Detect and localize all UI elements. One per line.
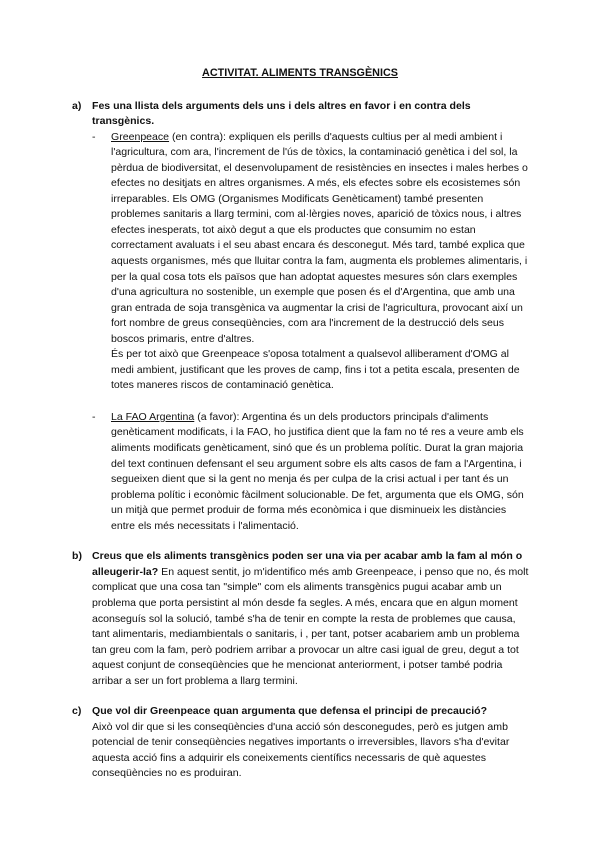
question-b bbox=[72, 549, 530, 689]
greenpeace-stance: (en contra): expliquen els perills d'aquests cultius per al medi ambient i l'agricultura, com ara, l'increment de l'ús de tòxics, la contaminació genètica i del sol, la pèrdua de biodiversitat, el desenvolupament de resistències en insectes i males herbes o efectes no desitjats en altres organismes. A més, els efectes sobre els ecosistemes són irreparables. Els OMG (Organismes Modificats Genèticament) també presenten problemes sanitaris a llarg termini, com al·lèrgies noves, aparició de tòxics nous, i altres efectes inesperats, tot això degut a que els productes que consumim no estan correctament avaluats i el seu abast encara és desconegut. Més tard, també explica que aquests organismes, més que lluitar contra la fam, augmenta els problemes alimentaris, i per la qual cosa tots els països que han adoptat aquestes mesures són clars exemples d'una agricultura no sostenible, un exemple que posen és el d'Argentina, que amb una gran entrada de soja transgènica va augmentar la crisi de l'agricultura, provocant així un fort nombre de greus conseqüències, com ara l'increment de la destrucció dels seus boscos primaris, entre d'altres. bbox=[111, 130, 528, 345]
question-c-label: c) bbox=[72, 705, 82, 718]
fao-stance: (a favor): Argentina és un dels productors principals d'aliments genèticament modificats, i la FAO, ho justifica dient que la fam no té res a veure amb els aliments modificats genèticament, sinó que és un problema polític. Durat la gran majoria del text continuen defensant el seu argument sobre els alts casos de fam a l'Argentina, i segueixen dient que si la gent no menja és per culpa de la crisi actual i per tant és un problema polític i econòmic fàcilment solucionable. De fet, argumenta que els OMG, són un mitjà que permet produir de forma més econòmica i que disminueix les distàncies entre els més necessitats i l'alimentació. bbox=[111, 410, 524, 532]
question-a-text: Fes una llista dels arguments dels uns i dels altres en favor i en contra dels transgènics. bbox=[92, 99, 471, 128]
question-a-label: a) bbox=[72, 99, 82, 112]
question-b-label: b) bbox=[72, 550, 82, 563]
question-b-text: Creus que els aliments transgènics poden ser una via per acabar amb la fam al món o alleugerir-la? bbox=[92, 550, 523, 578]
question-b-answer: En aquest sentit, jo m'identifico més amb Greenpeace, i penso que no, és molt complicat que una cosa tan "simple" com els aliments transgènics pugui acabar amb un problema que porta persistint al món desde fa segles. A més, encara que en algun moment aconseguís sol la solució, també s'ha de tenir en compte la resta de problemes que causa, tant alimentaris, mediambientals o sanitaris, i , per tant, potser acabariem amb un problema tan greu com la fam, però podriem arribar a provocar un altre casi igual de greu, degut a tot aquest conjunt de conseqüències que he mencionat anteriorment, i potser també podria arribar a ser un fort problema a llarg termini. bbox=[92, 565, 529, 687]
question-c-answer: Això vol dir que si les conseqüències d'una acció són desconegudes, però es jutgen amb potencial de tenir conseqüències negatives importants o irreversibles, llavors s'ha d'evitar aquesta acció fins a adquirir els coneixements científics necessaris de què aquestes conseqüències no es produiran. bbox=[92, 720, 510, 780]
fao-paragraph bbox=[111, 410, 530, 534]
greenpeace-argument bbox=[92, 130, 530, 394]
question-c-text: Que vol dir Greenpeace quan argumenta que defensa el principi de precaució? bbox=[92, 705, 488, 718]
document-title: ACTIVITAT. ALIMENTS TRANSGÈNICS bbox=[202, 67, 398, 79]
greenpeace-conclusion: És per tot això que Greenpeace s'oposa totalment a qualsevol alliberament d'OMG al medi ambient, justificant que les proves de camp, fins i tot a petita escala, presenten de totes maneres riscos de contaminació genètica. bbox=[111, 348, 520, 392]
list-dash: - bbox=[92, 130, 96, 143]
greenpeace-name: Greenpeace bbox=[111, 130, 170, 143]
greenpeace-paragraph bbox=[111, 130, 530, 348]
question-a bbox=[72, 99, 530, 130]
list-dash: - bbox=[92, 410, 96, 423]
fao-name: La FAO Argentina bbox=[111, 410, 195, 423]
fao-argument bbox=[92, 410, 530, 534]
question-c bbox=[72, 704, 530, 720]
